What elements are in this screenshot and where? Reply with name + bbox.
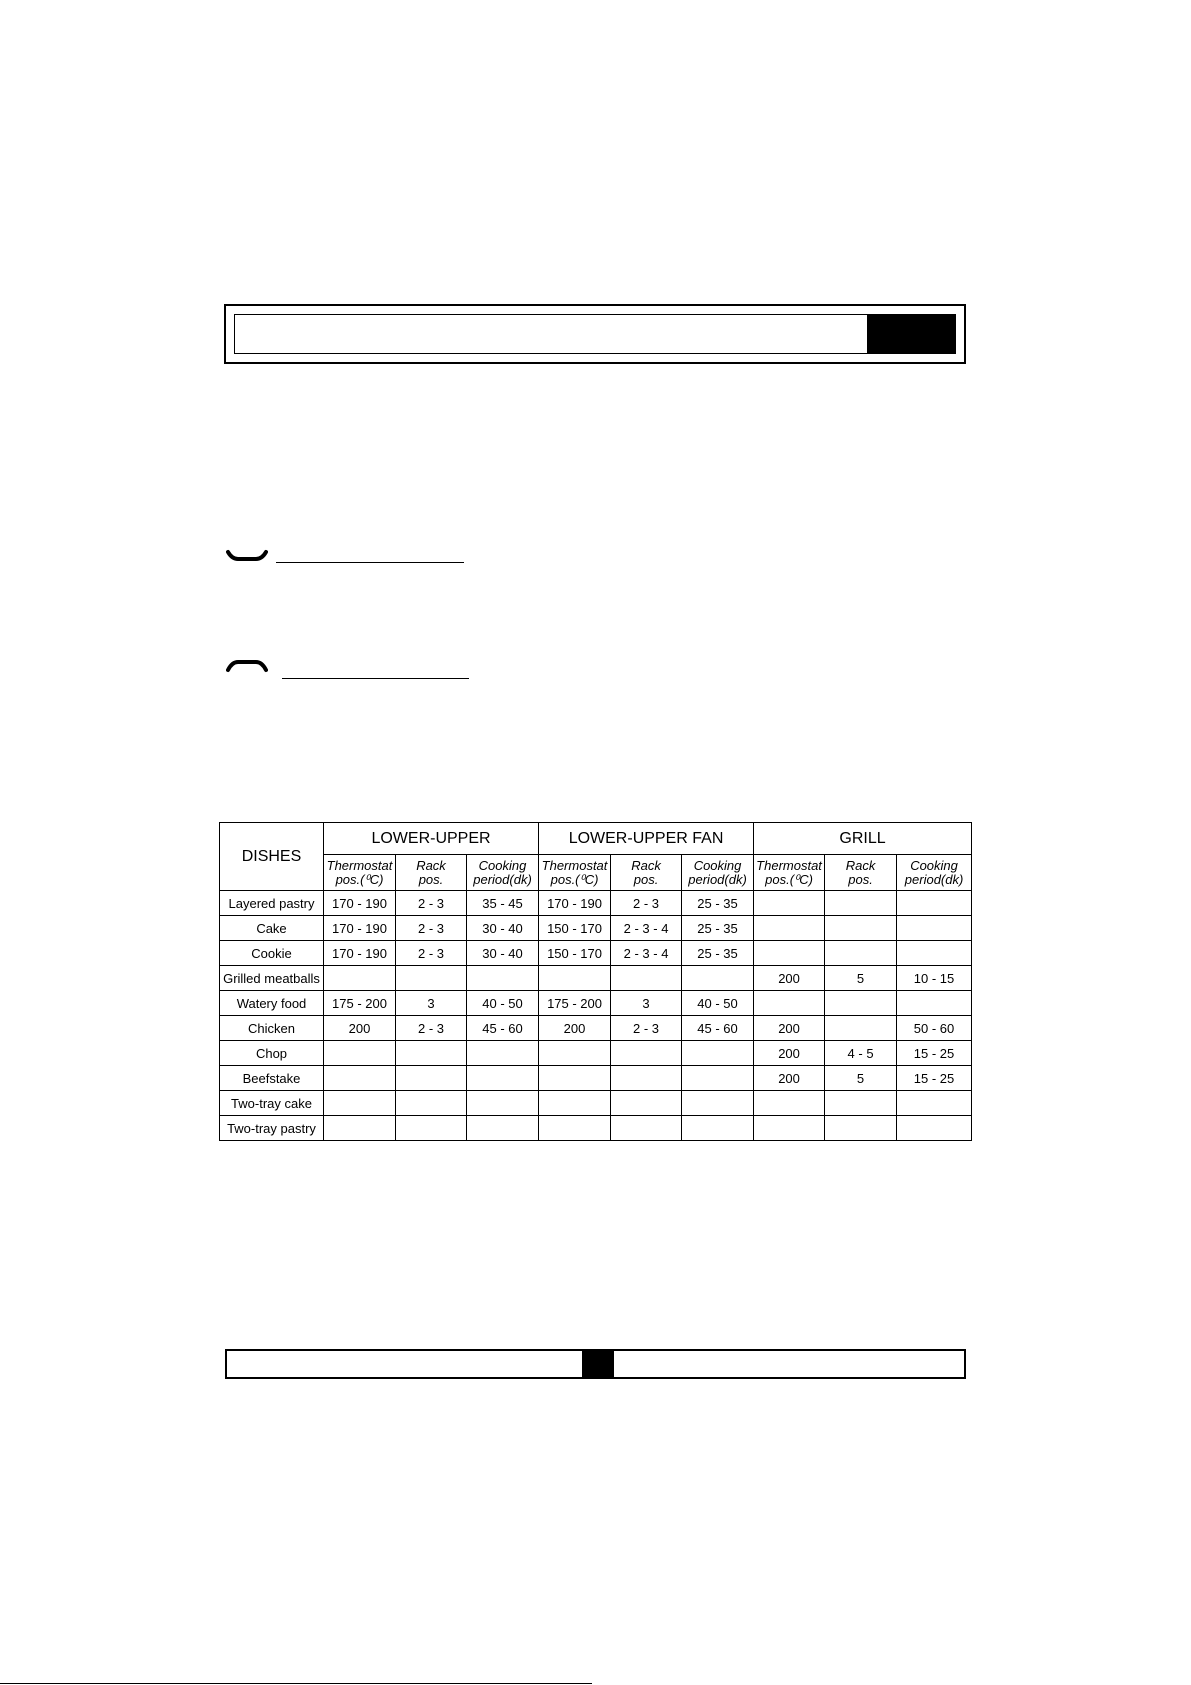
- value-cell: [825, 1116, 897, 1141]
- dish-name-cell: Two-tray cake: [220, 1091, 324, 1116]
- value-cell: [897, 941, 972, 966]
- table-row: [220, 1066, 972, 1091]
- value-cell: 200: [754, 966, 825, 991]
- value-cell: 15 - 25: [897, 1041, 972, 1066]
- table-row: [220, 1116, 972, 1141]
- subheader-cooking-period: Cooking period(dk): [682, 855, 754, 891]
- dish-name-cell: Cookie: [220, 941, 324, 966]
- dish-name-cell: Cake: [220, 916, 324, 941]
- value-cell: [324, 966, 396, 991]
- value-cell: 2 - 3: [611, 891, 682, 916]
- header-page-block: [867, 315, 955, 353]
- value-cell: 50 - 60: [897, 1016, 972, 1041]
- value-cell: [611, 1091, 682, 1116]
- header-bar: [224, 304, 966, 364]
- cooking-table: [219, 822, 972, 1141]
- value-cell: [754, 916, 825, 941]
- value-cell: [897, 991, 972, 1016]
- value-cell: [611, 1116, 682, 1141]
- lower-heater-label-line: [276, 562, 464, 563]
- value-cell: 2 - 3: [396, 891, 467, 916]
- value-cell: [825, 916, 897, 941]
- group-header-lower-upper-fan: LOWER-UPPER FAN: [539, 823, 754, 855]
- value-cell: 25 - 35: [682, 941, 754, 966]
- value-cell: [324, 1041, 396, 1066]
- group-header-lower-upper: LOWER-UPPER: [324, 823, 539, 855]
- value-cell: 200: [324, 1016, 396, 1041]
- value-cell: 45 - 60: [467, 1016, 539, 1041]
- value-cell: [467, 1041, 539, 1066]
- bottom-rule: [0, 1683, 592, 1684]
- footer-page-block: [582, 1351, 614, 1377]
- value-cell: 45 - 60: [682, 1016, 754, 1041]
- table-row: [220, 1041, 972, 1066]
- value-cell: 40 - 50: [682, 991, 754, 1016]
- value-cell: [682, 966, 754, 991]
- table-row: [220, 966, 972, 991]
- dish-name-cell: Watery food: [220, 991, 324, 1016]
- subheader-cooking-period: Cooking period(dk): [467, 855, 539, 891]
- value-cell: 175 - 200: [539, 991, 611, 1016]
- dish-name-cell: Layered pastry: [220, 891, 324, 916]
- table-row: [220, 891, 972, 916]
- subheader-rack: Rack pos.: [825, 855, 897, 891]
- table-body: [220, 891, 972, 1141]
- value-cell: 35 - 45: [467, 891, 539, 916]
- value-cell: 2 - 3: [611, 1016, 682, 1041]
- dishes-header: DISHES: [220, 823, 324, 891]
- value-cell: [754, 891, 825, 916]
- value-cell: [324, 1066, 396, 1091]
- value-cell: [539, 1091, 611, 1116]
- value-cell: [754, 991, 825, 1016]
- subheader-thermostat: Thermostat pos.(⁰C): [754, 855, 825, 891]
- upper-heater-label-line: [282, 678, 469, 679]
- header-title-box: [234, 314, 956, 354]
- subheader-rack: Rack pos.: [396, 855, 467, 891]
- value-cell: 200: [754, 1066, 825, 1091]
- value-cell: 200: [754, 1016, 825, 1041]
- upper-heater-row: [226, 659, 476, 679]
- value-cell: [682, 1091, 754, 1116]
- value-cell: 200: [539, 1016, 611, 1041]
- value-cell: 3: [611, 991, 682, 1016]
- value-cell: [467, 1091, 539, 1116]
- value-cell: 5: [825, 1066, 897, 1091]
- dish-name-cell: Two-tray pastry: [220, 1116, 324, 1141]
- value-cell: 170 - 190: [539, 891, 611, 916]
- value-cell: 150 - 170: [539, 941, 611, 966]
- value-cell: 2 - 3: [396, 941, 467, 966]
- table-row: [220, 1016, 972, 1041]
- lower-heater-icon: [226, 549, 268, 563]
- value-cell: [825, 991, 897, 1016]
- dish-name-cell: Grilled meatballs: [220, 966, 324, 991]
- value-cell: [754, 1116, 825, 1141]
- value-cell: [467, 966, 539, 991]
- value-cell: [539, 1041, 611, 1066]
- subheader-rack: Rack pos.: [611, 855, 682, 891]
- subheader-thermostat: Thermostat pos.(⁰C): [324, 855, 396, 891]
- table-row: [220, 941, 972, 966]
- value-cell: 200: [754, 1041, 825, 1066]
- value-cell: [324, 1091, 396, 1116]
- value-cell: [754, 1091, 825, 1116]
- dish-name-cell: Chicken: [220, 1016, 324, 1041]
- value-cell: [396, 966, 467, 991]
- value-cell: [396, 1091, 467, 1116]
- value-cell: 2 - 3: [396, 1016, 467, 1041]
- table-row: [220, 916, 972, 941]
- value-cell: [611, 1066, 682, 1091]
- dish-name-cell: Beefstake: [220, 1066, 324, 1091]
- value-cell: [754, 941, 825, 966]
- value-cell: [825, 941, 897, 966]
- value-cell: [611, 1041, 682, 1066]
- value-cell: [396, 1066, 467, 1091]
- value-cell: [467, 1066, 539, 1091]
- value-cell: [825, 1091, 897, 1116]
- group-header-grill: GRILL: [754, 823, 972, 855]
- value-cell: [682, 1116, 754, 1141]
- value-cell: [897, 1116, 972, 1141]
- value-cell: 3: [396, 991, 467, 1016]
- value-cell: 25 - 35: [682, 916, 754, 941]
- value-cell: 10 - 15: [897, 966, 972, 991]
- subheader-thermostat: Thermostat pos.(⁰C): [539, 855, 611, 891]
- subheader-cooking-period: Cooking period(dk): [897, 855, 972, 891]
- value-cell: [682, 1041, 754, 1066]
- value-cell: [682, 1066, 754, 1091]
- value-cell: [825, 1016, 897, 1041]
- value-cell: [897, 916, 972, 941]
- value-cell: [611, 966, 682, 991]
- value-cell: [539, 1066, 611, 1091]
- value-cell: [467, 1116, 539, 1141]
- value-cell: [539, 1116, 611, 1141]
- value-cell: [897, 1091, 972, 1116]
- footer-bar: [225, 1349, 966, 1379]
- dish-name-cell: Chop: [220, 1041, 324, 1066]
- value-cell: [897, 891, 972, 916]
- value-cell: 2 - 3 - 4: [611, 916, 682, 941]
- table-row: [220, 991, 972, 1016]
- value-cell: 150 - 170: [539, 916, 611, 941]
- value-cell: [396, 1116, 467, 1141]
- value-cell: [825, 891, 897, 916]
- lower-heater-row: [226, 549, 476, 569]
- value-cell: [539, 966, 611, 991]
- value-cell: 5: [825, 966, 897, 991]
- value-cell: 4 - 5: [825, 1041, 897, 1066]
- value-cell: [324, 1116, 396, 1141]
- value-cell: 2 - 3 - 4: [611, 941, 682, 966]
- value-cell: 170 - 190: [324, 941, 396, 966]
- value-cell: 2 - 3: [396, 916, 467, 941]
- table-row: [220, 1091, 972, 1116]
- value-cell: 40 - 50: [467, 991, 539, 1016]
- value-cell: 15 - 25: [897, 1066, 972, 1091]
- value-cell: [396, 1041, 467, 1066]
- value-cell: 175 - 200: [324, 991, 396, 1016]
- value-cell: 170 - 190: [324, 916, 396, 941]
- value-cell: 25 - 35: [682, 891, 754, 916]
- value-cell: 30 - 40: [467, 941, 539, 966]
- value-cell: 30 - 40: [467, 916, 539, 941]
- value-cell: 170 - 190: [324, 891, 396, 916]
- upper-heater-icon: [226, 659, 268, 673]
